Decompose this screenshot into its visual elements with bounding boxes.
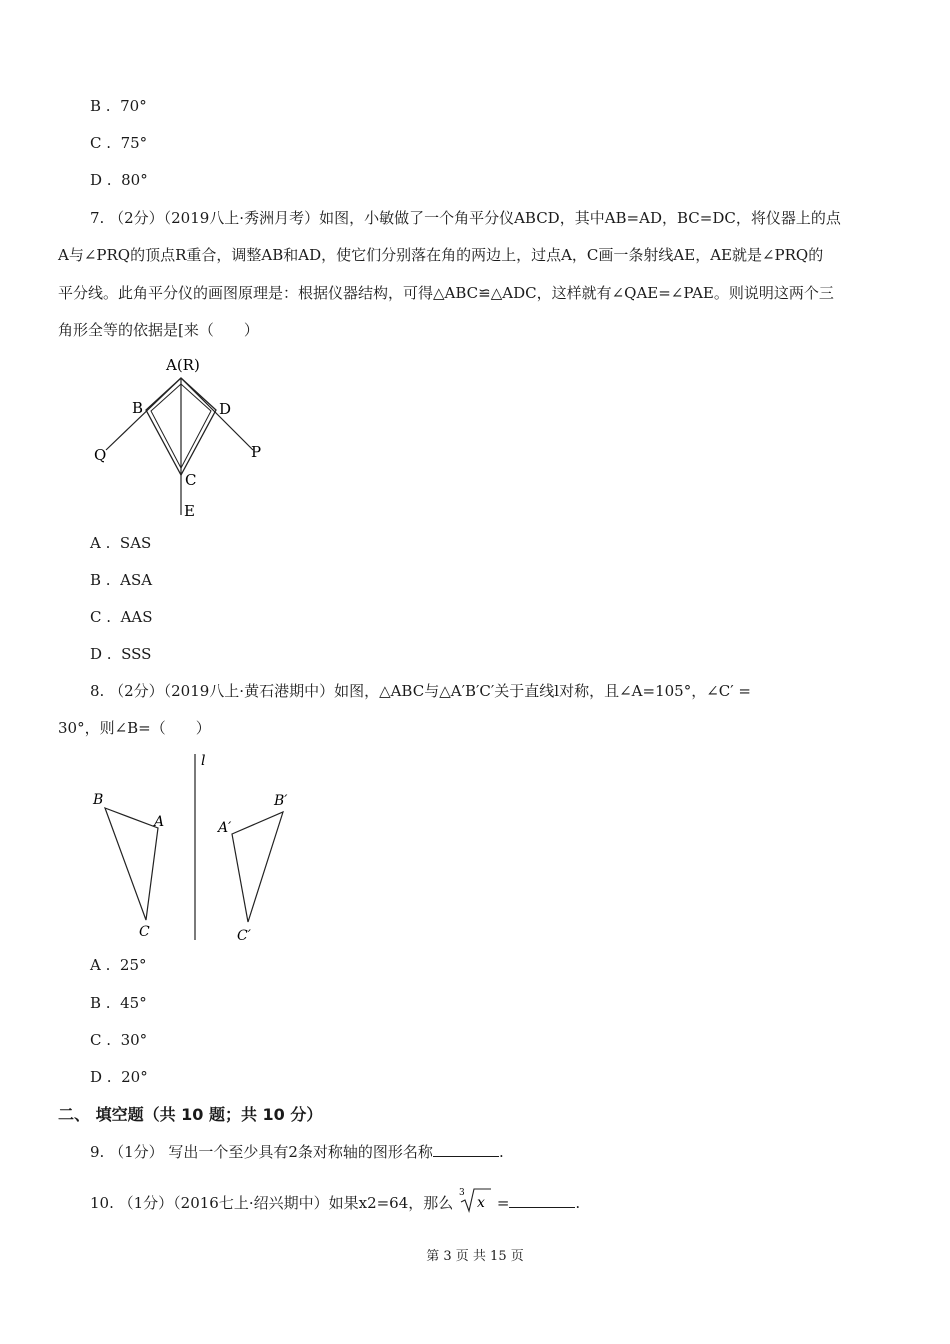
q8-symmetric-triangles-figure (85, 748, 300, 948)
option-label: B (90, 97, 102, 115)
q8-option-a[interactable]: A . 25° (90, 956, 147, 974)
option-text: 25° (119, 956, 147, 974)
q7-stem-line2: A与∠PRQ的顶点R重合，调整AB和AD，使它们分别落在角的两边上，过点A，C画一条射线AE，AE就是∠PRQ的 (58, 246, 824, 264)
q6-option-c[interactable]: C . 75° (90, 134, 148, 152)
label-c: C (139, 924, 150, 940)
option-text: 45° (120, 994, 147, 1012)
q7-option-c[interactable]: C . AAS (90, 608, 153, 626)
q7-option-d[interactable]: D . SSS (90, 645, 152, 663)
label-e: E (184, 502, 195, 520)
option-label: C (90, 1031, 102, 1049)
label-q: Q (94, 446, 107, 464)
option-label: D (90, 1068, 103, 1086)
label-l: l (201, 753, 206, 769)
q8-option-b[interactable]: B . 45° (90, 994, 147, 1012)
option-text: 80° (121, 171, 148, 189)
option-text: SAS (119, 534, 152, 552)
triangle-abc-prime (232, 812, 283, 922)
option-text: 20° (121, 1068, 148, 1086)
option-label: A (90, 956, 101, 974)
option-text: ASA (120, 571, 153, 589)
q7-option-a[interactable]: A . SAS (90, 534, 152, 552)
option-label: A (90, 534, 101, 552)
q9-answer-blank[interactable] (433, 1142, 499, 1157)
q8-option-d[interactable]: D . 20° (90, 1068, 148, 1086)
q7-stem-line3: 平分线。此角平分仪的画图原理是：根据仪器结构，可得△ABC≌△ADC，这样就有∠QAE=∠PAE。则说明这两个三 (58, 284, 834, 302)
section-heading-fill-in-blank: 二、 填空题（共 10 题；共 10 分） (58, 1105, 323, 1124)
q6-option-b[interactable]: B . 70° (90, 97, 147, 115)
q10-question (90, 1190, 580, 1218)
q10-equals: = (496, 1194, 510, 1212)
option-text: 75° (120, 134, 148, 152)
q8-stem-line1: 8. （2分）（2019八上·黄石港期中）如图，△ABC与△A′B′C′关于直线l对称，且∠A=105°，∠C′ = (90, 682, 751, 700)
root-index: 3 (459, 1188, 465, 1198)
q8-option-c[interactable]: C . 30° (90, 1031, 148, 1049)
option-label: B (90, 571, 102, 589)
radical-sign (461, 1189, 491, 1211)
q8-stem-line2: 30°，则∠B=（ ） (58, 719, 211, 737)
q7-option-b[interactable]: B . ASA (90, 571, 153, 589)
triangle-abc (105, 808, 158, 920)
label-a: A (154, 814, 165, 830)
cube-root-symbol (458, 1186, 492, 1214)
q7-stem-line1: 7. （2分）（2019八上·秀洲月考）如图，小敏做了一个角平分仪ABCD，其中AB=AD，BC=DC，将仪器上的点 (90, 209, 841, 227)
option-text: AAS (120, 608, 153, 626)
q9-text: 9. （1分） 写出一个至少具有2条对称轴的图形名称 (90, 1143, 433, 1161)
radicand: x (477, 1195, 485, 1211)
page-footer: 第 3 页 共 15 页 (426, 1249, 524, 1264)
label-c-prime: C′ (237, 928, 251, 944)
q10-end: . (575, 1194, 581, 1212)
label-b: B (132, 399, 144, 417)
q7-stem-line4: 角形全等的依据是[来（ ） (58, 321, 259, 339)
q9-end: . (498, 1143, 504, 1161)
option-label: C (90, 134, 102, 152)
q10-answer-blank[interactable] (509, 1193, 575, 1208)
option-text: 30° (120, 1031, 148, 1049)
label-d: D (219, 400, 232, 418)
option-label: D (90, 171, 103, 189)
label-a-r: A(R) (166, 356, 200, 374)
option-text: SSS (121, 645, 152, 663)
option-text: 70° (120, 97, 147, 115)
ray-rp (181, 378, 253, 450)
q9-question (90, 1142, 504, 1162)
option-label: C (90, 608, 102, 626)
q6-option-d[interactable]: D . 80° (90, 171, 148, 189)
option-label: D (90, 645, 103, 663)
label-p: P (251, 443, 262, 461)
q7-angle-bisector-figure (88, 350, 278, 525)
label-c: C (185, 471, 197, 489)
label-b-prime: B′ (274, 793, 288, 809)
q10-text: 10. （1分）（2016七上·绍兴期中）如果x2=64，那么 (90, 1194, 454, 1212)
option-label: B (90, 994, 102, 1012)
label-b: B (93, 792, 104, 808)
label-a-prime: A′ (218, 820, 232, 836)
